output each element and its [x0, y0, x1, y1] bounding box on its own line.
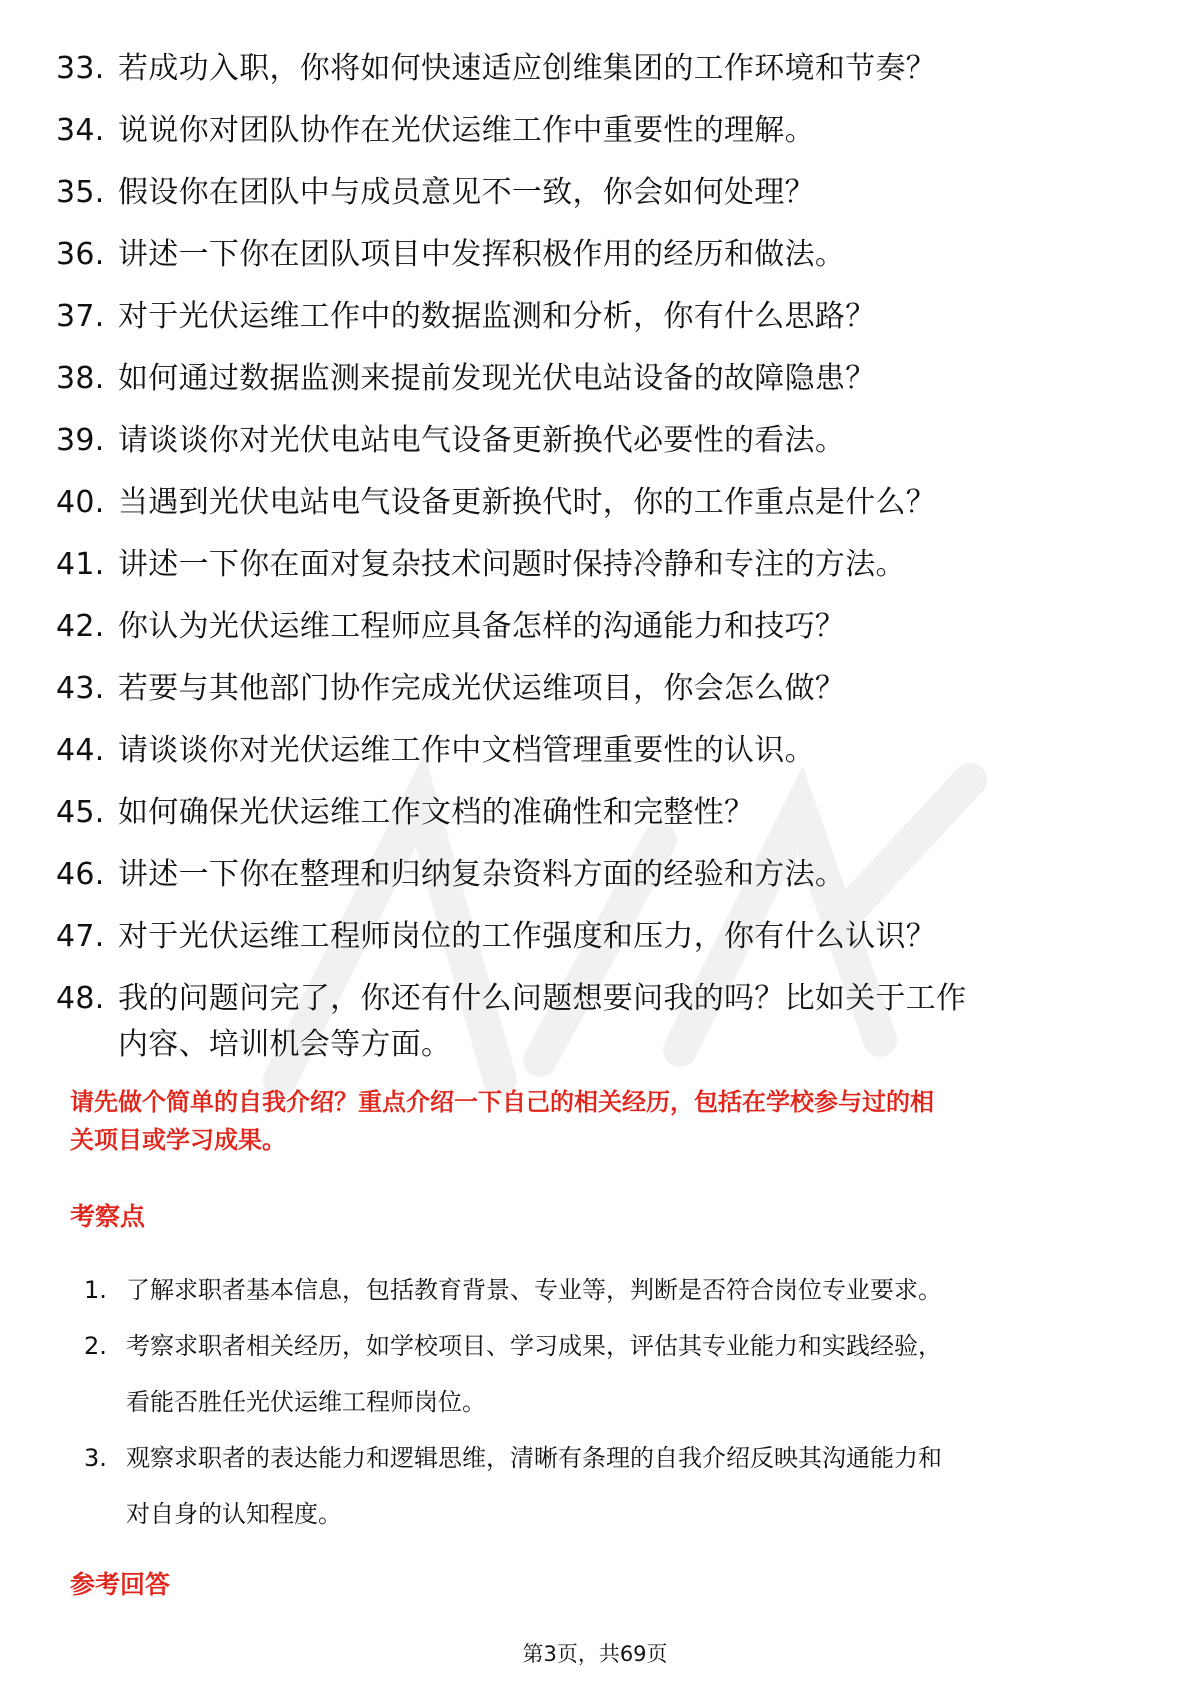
point-text-line: 考察求职者相关经历，如学校项目、学习成果，评估其专业能力和实践经验， [126, 1332, 942, 1360]
point-item [84, 1318, 1124, 1430]
list-item [56, 484, 1136, 522]
list-item [56, 112, 1136, 150]
point-text-line: 看能否胜任光伏运维工程师岗位。 [126, 1388, 486, 1416]
question-number: 43. [56, 671, 105, 706]
question-text: 说说你对团队协作在光伏运维工作中重要性的理解。 [118, 113, 815, 148]
featured-question-line: 关项目或学习成果。 [70, 1126, 286, 1154]
point-text-line: 了解求职者基本信息，包括教育背景、专业等，判断是否符合岗位专业要求。 [126, 1276, 942, 1304]
question-text: 你认为光伏运维工程师应具备怎样的沟通能力和技巧？ [118, 609, 846, 644]
question-number: 45. [56, 795, 105, 830]
list-item [56, 670, 1136, 708]
question-text: 如何确保光伏运维工作文档的准确性和完整性？ [118, 795, 755, 830]
question-number: 46. [56, 857, 105, 892]
point-text [126, 1318, 1124, 1430]
featured-question-line: 请先做个简单的自我介绍？重点介绍一下自己的相关经历，包括在学校参与过的相 [70, 1088, 934, 1116]
question-text: 当遇到光伏电站电气设备更新换代时，你的工作重点是什么？ [118, 485, 937, 520]
question-list [56, 50, 1136, 1094]
question-text: 对于光伏运维工程师岗位的工作强度和压力，你有什么认识？ [118, 919, 937, 954]
point-text [126, 1262, 1124, 1318]
list-item [56, 918, 1136, 956]
answer-heading: 参考回答 [70, 1570, 171, 1599]
question-number: 33. [56, 51, 105, 86]
question-text: 讲述一下你在面对复杂技术问题时保持冷静和专注的方法。 [118, 547, 906, 582]
featured-question [70, 1083, 1120, 1159]
list-item [56, 360, 1136, 398]
question-number: 36. [56, 237, 105, 272]
point-text-line: 观察求职者的表达能力和逻辑思维，清晰有条理的自我介绍反映其沟通能力和 [126, 1444, 942, 1472]
list-item [56, 174, 1136, 212]
point-text-line: 对自身的认知程度。 [126, 1500, 342, 1528]
point-number: 3. [84, 1444, 107, 1472]
question-text: 如何通过数据监测来提前发现光伏电站设备的故障隐患？ [118, 361, 876, 396]
question-text: 若要与其他部门协作完成光伏运维项目，你会怎么做？ [118, 671, 846, 706]
list-item [56, 856, 1136, 894]
question-number: 39. [56, 423, 105, 458]
question-number: 38. [56, 361, 105, 396]
question-text: 请谈谈你对光伏运维工作中文档管理重要性的认识。 [118, 733, 815, 768]
list-item [56, 546, 1136, 584]
question-text: 假设你在团队中与成员意见不一致，你会如何处理？ [118, 175, 815, 210]
point-text [126, 1430, 1124, 1542]
question-number: 34. [56, 113, 105, 148]
question-number: 47. [56, 919, 105, 954]
question-text: 若成功入职，你将如何快速适应创维集团的工作环境和节奏？ [118, 51, 937, 86]
question-text: 对于光伏运维工作中的数据监测和分析，你有什么思路？ [118, 299, 876, 334]
question-text-line: 内容、培训机会等方面。 [118, 1027, 452, 1062]
points-list [84, 1262, 1124, 1542]
list-item [56, 50, 1136, 88]
question-number: 42. [56, 609, 105, 644]
question-text [118, 980, 1136, 1064]
question-number: 44. [56, 733, 105, 768]
list-item [56, 608, 1136, 646]
point-item [84, 1430, 1124, 1542]
question-number: 35. [56, 175, 105, 210]
list-item [56, 980, 1136, 1064]
question-number: 48. [56, 981, 105, 1016]
list-item [56, 298, 1136, 336]
question-text-line: 我的问题问完了，你还有什么问题想要问我的吗？比如关于工作 [118, 981, 967, 1016]
question-text: 讲述一下你在团队项目中发挥积极作用的经历和做法。 [118, 237, 846, 272]
point-number: 1. [84, 1276, 107, 1304]
list-item [56, 422, 1136, 460]
point-number: 2. [84, 1332, 107, 1360]
question-number: 40. [56, 485, 105, 520]
list-item [56, 794, 1136, 832]
points-heading: 考察点 [70, 1202, 146, 1231]
list-item [56, 236, 1136, 274]
point-item [84, 1262, 1124, 1318]
question-text: 请谈谈你对光伏电站电气设备更新换代必要性的看法。 [118, 423, 846, 458]
question-number: 41. [56, 547, 105, 582]
list-item [56, 732, 1136, 770]
question-number: 37. [56, 299, 105, 334]
page-footer: 第3页，共69页 [522, 1642, 668, 1666]
question-text: 讲述一下你在整理和归纳复杂资料方面的经验和方法。 [118, 857, 846, 892]
